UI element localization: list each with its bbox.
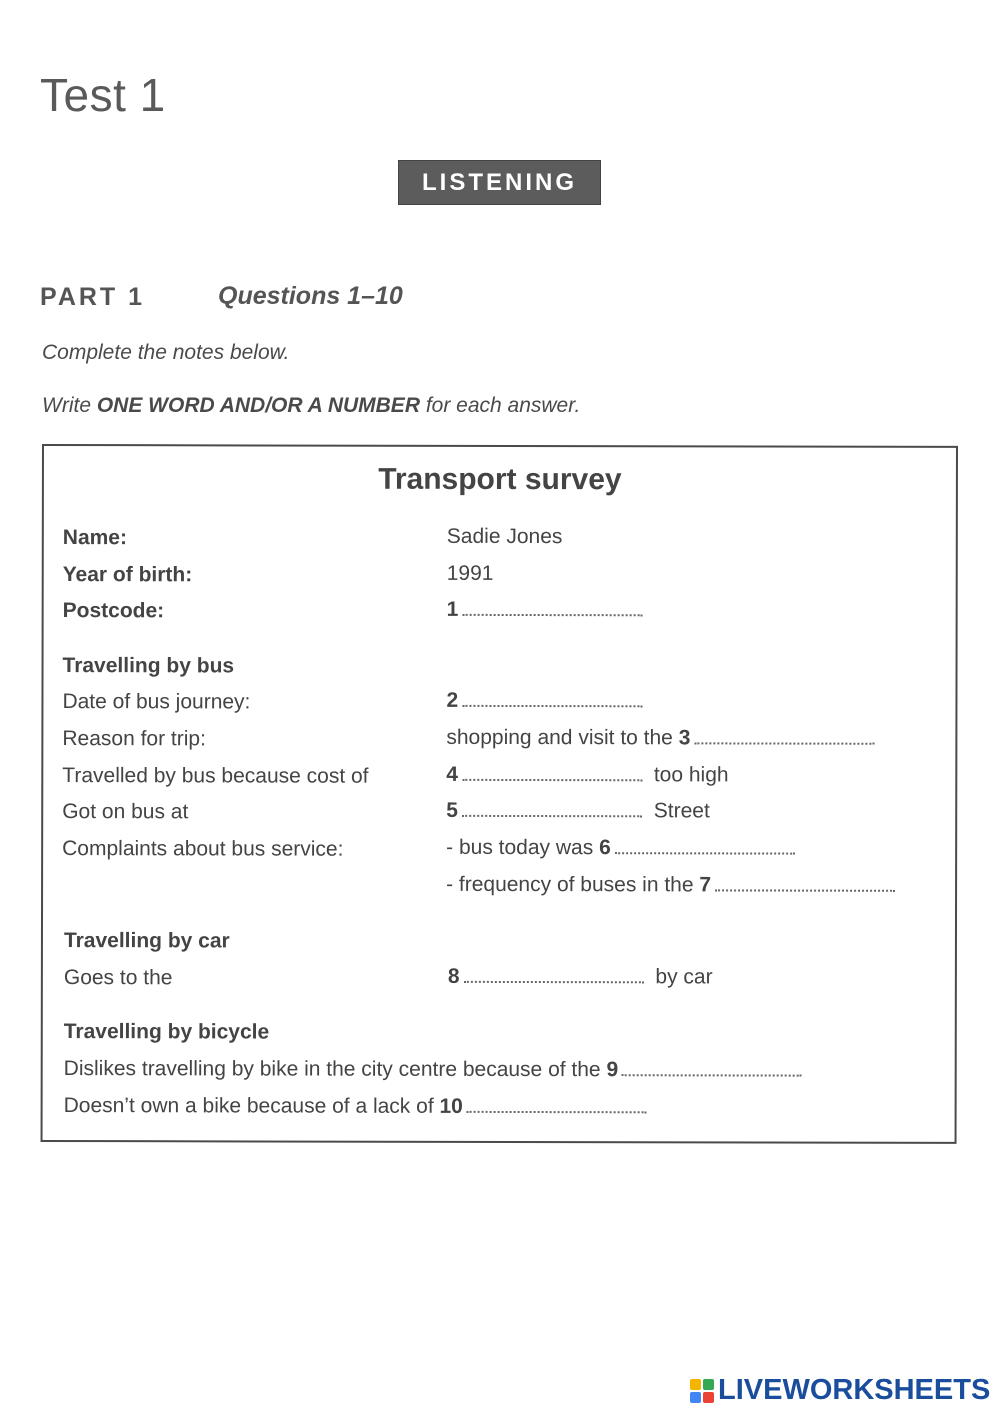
date-label: Date of bus journey:: [62, 690, 251, 714]
cost-suffix: too high: [653, 763, 729, 787]
section-badge: LISTENING: [398, 160, 601, 205]
brand-text: LIVEWORKSHEETS: [718, 1374, 991, 1406]
test-title: Test 1: [40, 69, 166, 121]
reason-prefix: shopping and visit to the: [446, 725, 673, 750]
question-number: 2: [446, 688, 459, 712]
part-label: PART 1: [40, 283, 146, 311]
question-3: [446, 726, 880, 751]
answer-blank[interactable]: [467, 1107, 647, 1113]
answer-blank[interactable]: [462, 701, 642, 707]
question-6: [446, 836, 801, 861]
answer-blank[interactable]: [694, 738, 874, 744]
answer-blank[interactable]: [462, 610, 642, 616]
liveworksheets-logo-icon: [690, 1379, 714, 1403]
question-7: [446, 873, 901, 898]
question-number: 9: [606, 1058, 619, 1082]
answer-blank[interactable]: [622, 1070, 802, 1076]
answer-blank[interactable]: [462, 811, 642, 817]
birth-label: Year of birth:: [62, 563, 193, 587]
goes-label: Goes to the: [63, 966, 173, 990]
question-10: [64, 1094, 653, 1119]
postcode-label: Postcode:: [62, 599, 165, 623]
name-value: Sadie Jones: [446, 524, 563, 549]
question-number: 10: [439, 1094, 463, 1118]
answer-blank[interactable]: [715, 885, 895, 891]
complaint2-prefix: - frequency of buses in the: [446, 872, 694, 897]
bus-heading: Travelling by bus: [62, 654, 235, 678]
question-number: 4: [446, 762, 459, 786]
notes-box: [41, 444, 958, 1144]
instruction-complete-notes: Complete the notes below.: [42, 341, 290, 364]
question-number: 8: [447, 964, 460, 988]
question-2: [446, 689, 648, 713]
complaint1-prefix: - bus today was: [446, 835, 594, 860]
answer-blank[interactable]: [464, 977, 644, 983]
reason-label: Reason for trip:: [62, 727, 206, 751]
question-9: [64, 1057, 809, 1083]
got-on-suffix: Street: [653, 799, 710, 823]
instruction-suffix: for each answer.: [419, 394, 581, 417]
own-prefix: Doesn’t own a bike because of a lack of: [63, 1094, 434, 1118]
question-number: 6: [599, 836, 611, 860]
instruction-prefix: Write: [42, 394, 97, 417]
goes-suffix: by car: [655, 965, 713, 989]
bicycle-heading: Travelling by bicycle: [63, 1020, 270, 1044]
questions-label: Questions 1–10: [218, 282, 403, 310]
liveworksheets-brand[interactable]: [690, 1374, 990, 1407]
question-8: [448, 965, 713, 990]
question-number: 7: [699, 873, 712, 897]
car-heading: Travelling by car: [63, 929, 230, 953]
got-on-label: Got on bus at: [62, 800, 189, 824]
instruction-word-limit: [42, 394, 580, 418]
question-1: [447, 598, 649, 622]
instruction-word-limit-bold: ONE WORD AND/OR A NUMBER: [96, 394, 420, 417]
question-number: 3: [678, 726, 691, 750]
answer-blank[interactable]: [462, 775, 642, 781]
cost-label: Travelled by bus because cost of: [62, 764, 369, 788]
question-number: 5: [446, 798, 458, 822]
birth-value: 1991: [446, 561, 494, 585]
question-5: [446, 799, 710, 824]
dislikes-prefix: Dislikes travelling by bike in the city centre because of the: [63, 1057, 601, 1082]
question-number: 1: [446, 597, 459, 621]
notes-title: Transport survey: [378, 462, 622, 497]
question-4: [446, 763, 728, 788]
answer-blank[interactable]: [615, 848, 795, 854]
name-label: Name:: [62, 526, 128, 550]
complaints-label: Complaints about bus service:: [62, 837, 344, 861]
